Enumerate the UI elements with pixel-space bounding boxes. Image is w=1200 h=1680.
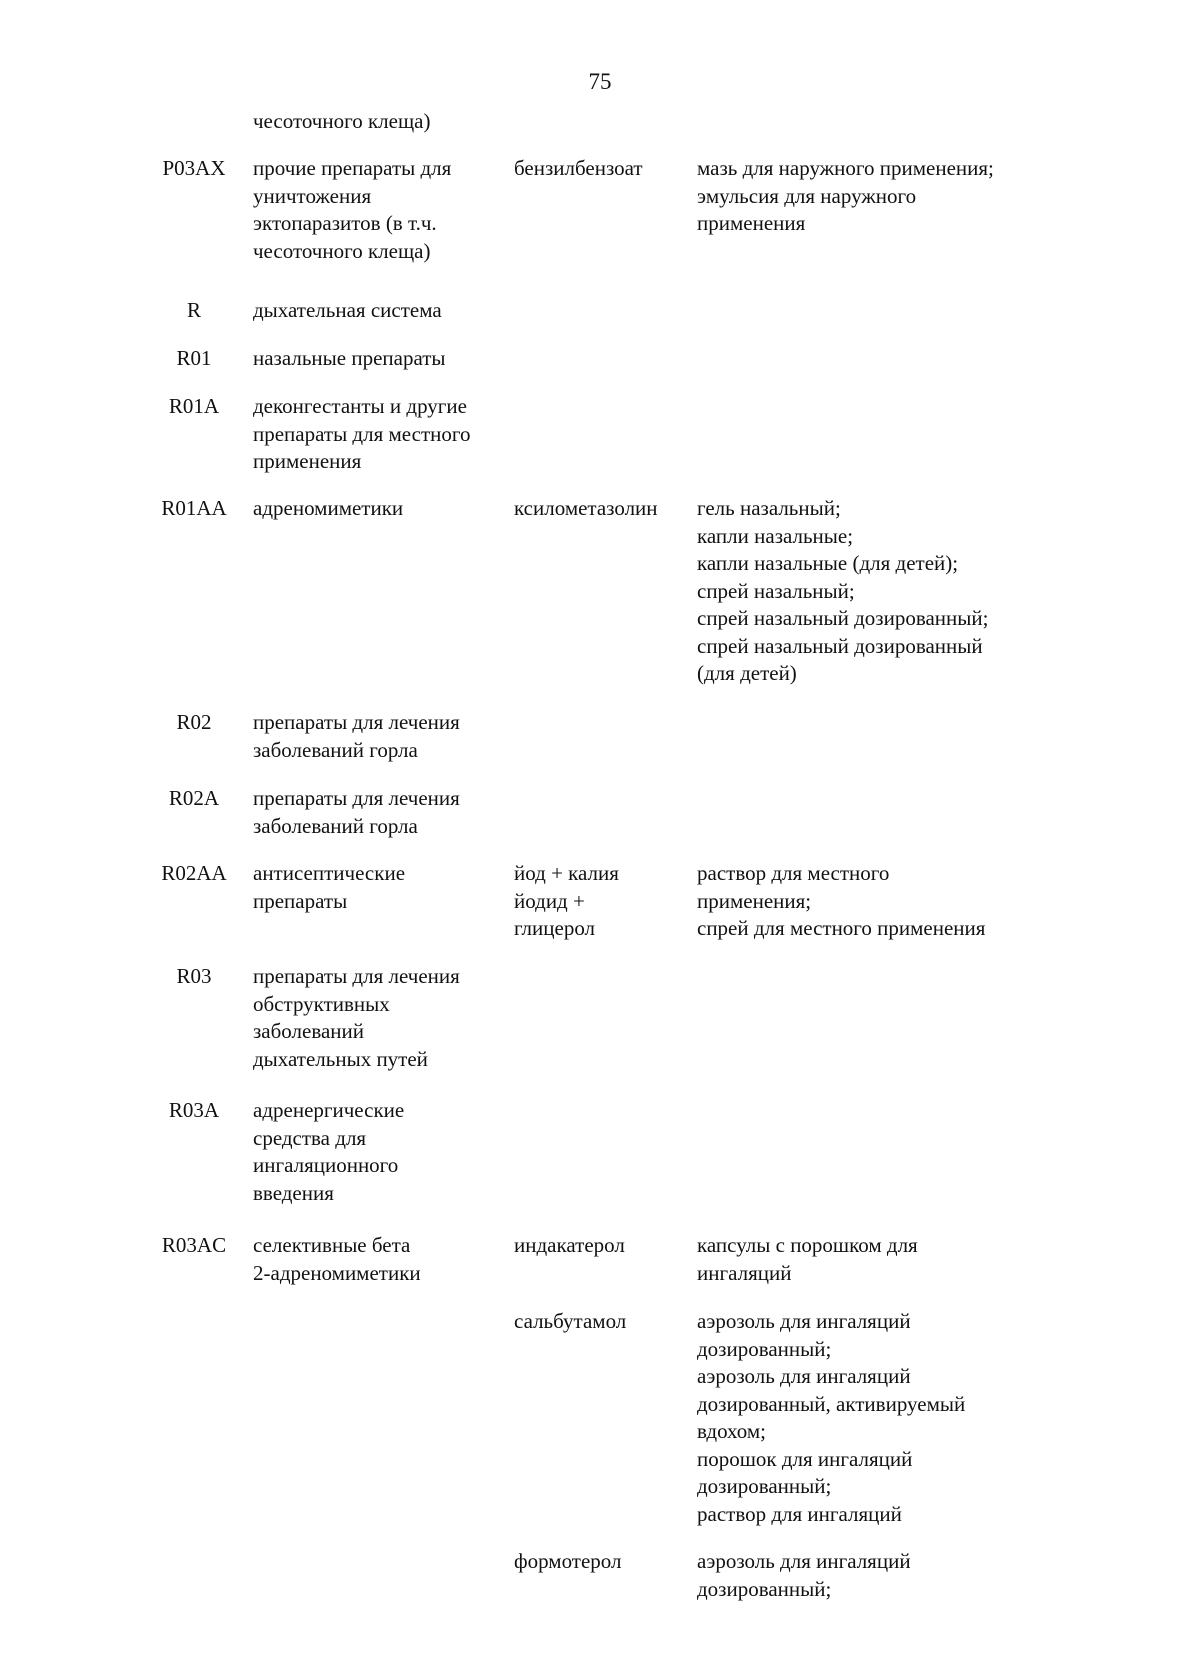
atc-group: чесоточного клеща) [253,109,431,133]
dosage-form: аэрозоль для ингаляций дозированный; аэрозоль для ингаляций дозированный, активируемый вдохом; порошок для ингаляций дозированный; раствор для ингаляций [697,1309,966,1526]
atc-code: R01AA [161,496,227,520]
atc-group: дыхательная система [253,298,442,322]
atc-code: R03 [176,964,212,988]
drug-name: формотерол [514,1549,622,1573]
atc-group: препараты для лечения обструктивных заболеваний дыхательных путей [253,964,460,1071]
atc-group: адреномиметики [253,496,404,520]
atc-group: прочие препараты для уничтожения эктопаразитов (в т.ч. чесоточного клеща) [253,156,452,263]
dosage-form: мазь для наружного применения; эмульсия для наружного применения [697,156,994,235]
drug-name: индакатерол [514,1233,625,1257]
atc-group: препараты для лечения заболеваний горла [253,710,460,762]
dosage-form: гель назальный; капли назальные; капли назальные (для детей); спрей назальный; спрей назальный дозированный; спрей назальный дозированный (для детей) [697,496,989,685]
atc-group: антисептические препараты [253,861,406,913]
atc-code: R [186,298,201,322]
atc-code: R01 [176,346,212,370]
atc-code: R03AC [161,1233,227,1257]
atc-group: селективные бета 2-адреномиметики [253,1233,421,1285]
drug-name: бензилбензоат [514,156,643,180]
atc-code: R02A [168,786,220,810]
atc-group: препараты для лечения заболеваний горла [253,786,460,838]
atc-code: P03AX [162,156,226,180]
atc-group: назальные препараты [253,346,446,370]
drug-name: ксилометазолин [514,496,658,520]
drug-name: сальбутамол [514,1309,627,1333]
atc-group: адренергические средства для ингаляционного введения [253,1098,405,1205]
dosage-form: раствор для местного применения; спрей для местного применения [697,861,986,940]
atc-code: R01A [168,394,220,418]
atc-group: деконгестанты и другие препараты для местного применения [253,394,471,473]
page-number: 75 [588,69,612,94]
drug-name: йод + калия йодид + глицерол [514,861,619,940]
atc-code: R02 [176,710,212,734]
atc-code: R03A [168,1098,220,1122]
dosage-form: аэрозоль для ингаляций дозированный; [697,1549,911,1601]
dosage-form: капсулы с порошком для ингаляций [697,1233,918,1285]
atc-code: R02AA [161,861,227,885]
